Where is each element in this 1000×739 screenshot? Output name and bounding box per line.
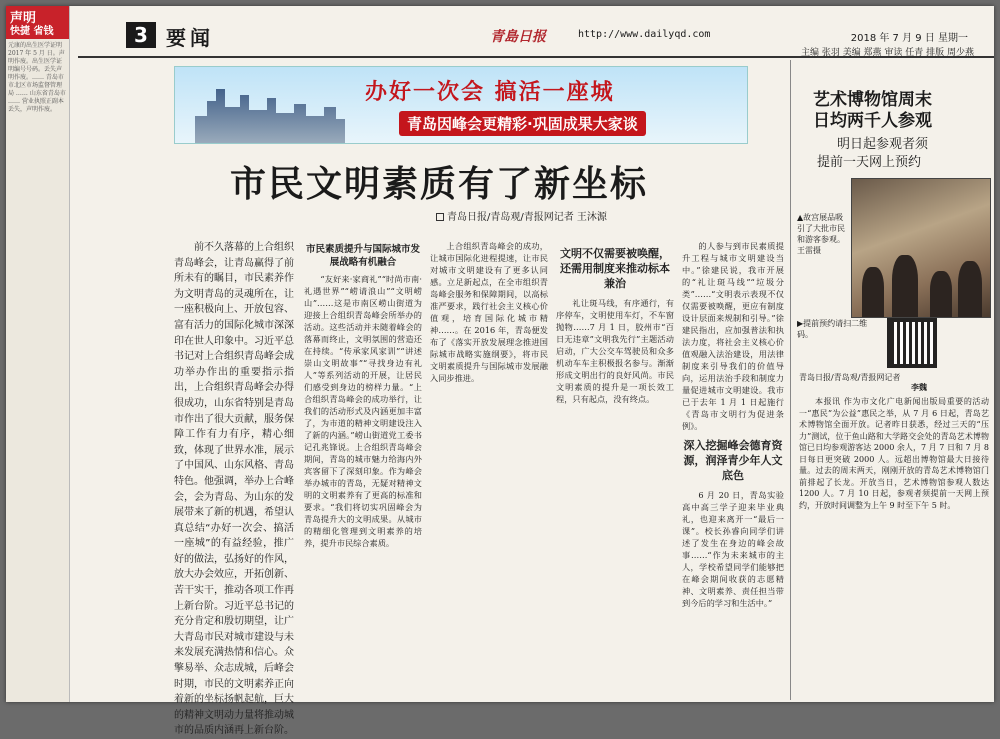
page-number: 3 [126,22,156,48]
visitor-figure [892,255,918,317]
byline-square-icon [436,213,444,221]
sidebar-subtitle-line-1: 明日起参观者须 [837,137,929,152]
page-header [78,6,994,58]
sidebar-body [799,396,989,696]
visitor-figure [862,267,884,317]
masthead-logo: 青島日报 [490,29,546,45]
body-paragraph: “友好来·家商礼”“时尚市南·礼遇世界”“崂请浪山”“文明崂山”……这是市南区崂山街道为迎接上合组织青岛峰会所举办的活动。这些活动并未随着峰会的落幕而终止，文明氛围的营造还在持续。“传承家风家训”“讲述崇山文明故事”“寻找身边有礼人”等系列活动的开展，让居民们感受到身边的榜样力量。“上合组织青岛峰会的成功举行，让我们的活动形式及内涵更加丰富了，为市道的精神文明建设注入了新的内涵。”崂山街道党工委书记孔兆锋说。上合组织青岛峰会期间，青岛的城市魅力给海内外宾客留下了深刻印象。作为峰会举办城市的青岛，无疑对精神文明的文明素养有了更高的标准和要求。“我们将切实巩固峰会为青岛提升大的文明成果。从城市的精细化管理到文明素养的培养，提升市民综合素质。 [304,274,422,548]
previous-page-strip [6,6,70,702]
article-headline: 市民文明素质有了新坐标 [230,164,649,205]
article-lead [174,240,294,737]
article-column-5 [682,240,784,700]
classified-text: 元康的出生医学证明 2017 年 5 月 日。声明作废。出生医学证明编号号码。丢失声明作废。…… 青岛市市北区市场监督管理局 …… 山东省青岛市 …… 营业执照正副本丢失，声明作废。 [8,42,66,114]
body-paragraph: 6 月 20 日，青岛实验高中高三学子迎来毕业典礼，也迎来离开一“最后一课”。校长孙睿向同学们讲述了发生在身边的峰会故事……“作为未来城市的主人，学校希望同学们能够把在峰会期间收获的志愿精神、文明素养、责任担当带到今后的学习和生活中。” [682,490,784,608]
body-paragraph: 上合组织青岛峰会的成功，让城市国际化进程提速，让市民对城市文明建设有了更多认同感。立足新起点，在全市组织青岛峰会服务和保障期间，以高标准严要求，践行社会主义核心价值观，培育国际化城市精神……。在 2016 年，青岛便发布了《落实开放发展理念推进国际城市战略实施纲要》，将市民文明素质提升与国际城市发展融入同步推进。 [430,241,548,383]
sidebar-title-line-1: 艺术博物馆周末 [813,90,932,110]
subheading-2: 文明不仅需要被唤醒，还需用制度来推动标本兼治 [560,247,670,290]
article-column-3 [430,240,548,700]
subheading-1: 市民素质提升与国际城市发展战略有机融合 [305,244,420,268]
qr-caption: ▶提前预约请扫二维码。 [797,319,868,339]
photo-caption: ▲故宫展品吸引了大批市民和游客参观。王雷摄 [797,213,845,255]
sidebar-story [790,60,990,700]
article-column-2 [304,240,422,700]
sidebar-subtitle-line-2: 提前一天网上预约 [817,155,922,170]
article-column-4 [556,240,674,700]
banner-slogan-sub: 青岛因峰会更精彩·巩固成果大家谈 [399,111,646,136]
classified-subtitle: 快捷 省钱 [10,26,54,38]
qr-code-icon[interactable] [887,318,937,368]
editor-credits: 主编 张羽 美编 郑燕 审读 任青 排版 周少燕 [800,48,974,58]
city-skyline-graphic [195,83,345,143]
body-paragraph: 的人参与到市民素质提升工程与城市文明建设当中。”徐建民说，我市开展的“礼让斑马线”“垃圾分类”……“文明表示表现不仅仅需要被唤醒，更应有制度设计层面来规制和引导。”徐建民指出，应加强普法和执法力度，将社会主义核心价值观融入法治建设，用法律制度来引导我们的价值导向，运用法治手段和制度力量促进城市文明建设。我市已于去年 1 月 1 日起施行《青岛市文明行为促进条例》。 [682,241,784,431]
article-byline [436,208,607,223]
campaign-banner [174,66,748,144]
classified-header [6,6,69,39]
visitor-figure [930,271,952,317]
museum-visitors-photo [851,178,991,318]
sidebar-author: 李魏 [911,382,927,392]
classified-title: 声明 [10,11,37,26]
subheading-3: 深入挖掘峰会德育资源，润泽青少年人文底色 [683,439,783,482]
lead-paragraph: 前不久落幕的上合组织青岛峰会，让青岛赢得了前所未有的瞩目，市民素养作为文明青岛的灵魂所在，让一座积极向上、开放包容、富有活力的国际化城市深深印在世人印象中。习近平总书记对上合组织青岛峰会成功举办作出的重要指示指出，上合组织青岛峰会办得很成功，山东省特别是青岛市作出了很大贡献，服务保障工作有力有序，精心细致，体现了世界水准，展示了中国风、山东风格、青岛特色。他强调，举办上合峰会，会为青岛、为山东的发展带来了新的机遇，希望认真总结“办好一次会、搞活一座城”的有益经验，推广好的做法，弘扬好的作风，放大办会效应，开拓创新、苦干实干，推动各项工作再上新台阶。习近平总书记的充分肯定和殷切期望，让广大青岛市民对城市建设与未来发展充满热情和信心。众擎易举、众志成城，后峰会时期，市民的文明素养正向着新的坐标扬帆起航，巨大的精神文明动力量将推动城市的品质内涵再上新台阶。 [174,242,294,737]
newspaper-page [6,6,994,737]
sidebar-paragraph: 本报讯 作为市文化广电新闻出版局重要的活动一“惠民”为公益”惠民之举，从 7 月 6 日起，青岛艺术博物馆全面开放。记者昨日获悉，经过三天的“压力”测试，位于鱼山路和大学路交会处的青岛艺术博物馆已日均参观游客达 2000 余人，7 月 7 日和 7 月 8 日每日更突破 2000 人。远超出博物馆最大日接待量。过去的周末两天，刚刚开放的青岛艺术博物馆门前排起了长龙。开放当日，艺术博物馆参观人数达 1200 人。7 月 10 日起，参观者须提前一天网上预约，开放时间调整为上午 9 时至下午 5 时。 [799,397,989,510]
body-paragraph: 礼让斑马线，有序通行，有序停车，文明使用车灯，不车窗抛物……7 月 1 日，胶州市“百日无违章”文明我先行”主题活动启动，广大公交车驾驶员和众多机动车车主积极报名参与。渐渐形成文明出行的良好风尚。市民文明素质的提升是一项长效工程，只有起点，没有终点。 [556,298,674,404]
sidebar-title-line-2: 日均两千人参观 [813,111,932,131]
banner-slogan-main: 办好一次会 搞活一座城 [365,80,615,105]
sidebar-byline: 青岛日报/青岛观/青报网记者 [799,373,901,382]
issue-date: 2018 年 7 月 9 日 星期一 [850,33,968,44]
visitor-figure [958,261,982,317]
byline-text: 青岛日报/青岛观/青报网记者 王沐源 [447,212,607,223]
website-url[interactable]: http://www.dailyqd.com [578,29,711,40]
section-title: 要闻 [166,26,214,50]
